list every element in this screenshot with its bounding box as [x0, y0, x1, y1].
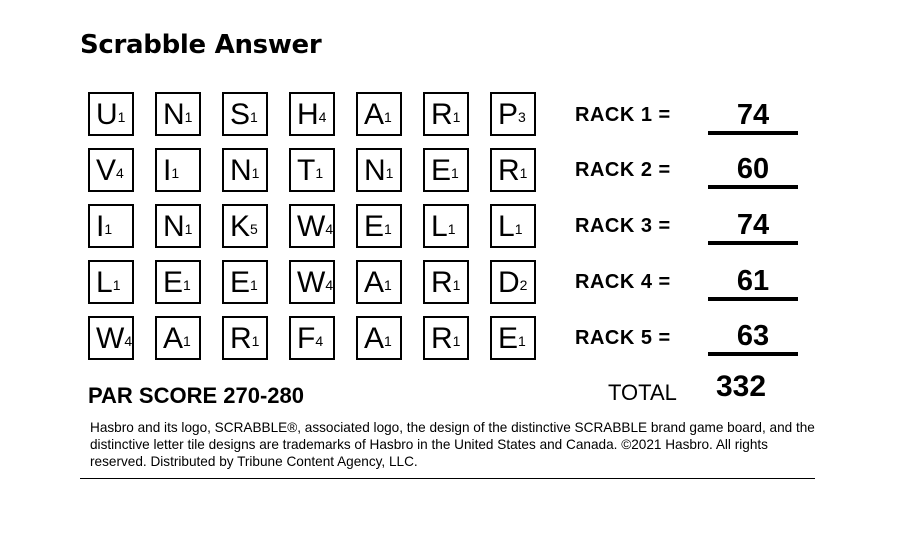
tile-points: 1 — [183, 277, 191, 293]
tile-points: 4 — [318, 109, 327, 125]
tile-letter: F — [297, 322, 316, 355]
rack-score: 60 — [708, 153, 798, 189]
tile-points: 1 — [518, 333, 526, 349]
rack-label: RACK 2 = — [575, 159, 671, 181]
tile-points: 4 — [315, 333, 324, 349]
tile-points: 1 — [183, 333, 191, 349]
rack-score: 74 — [708, 99, 798, 135]
tile-letter: W — [96, 322, 125, 355]
letter-tile — [356, 260, 402, 304]
tile-letter: R — [431, 322, 453, 355]
legal-notice: Hasbro and its logo, SCRABBLE®, associated logo, the design of the distinctive SCRABBLE brand game board, and the distinctive letter tile designs are trademarks of Hasbro in the United States and Canada. ©2021 Hasbro. All rights reserved. Distributed by Tribune Content Agency, LLC. — [90, 420, 815, 469]
tile-letter: K — [230, 210, 251, 243]
letter-tile — [423, 204, 469, 248]
tile-points: 1 — [250, 109, 258, 125]
letter-tile — [222, 204, 268, 248]
letter-tile — [490, 204, 536, 248]
tile-points: 1 — [171, 165, 180, 181]
total-value: 332 — [716, 370, 767, 403]
tile-letter: P — [498, 98, 519, 131]
tile-points: 4 — [124, 333, 133, 349]
letter-tile — [88, 260, 134, 304]
tile-points: 5 — [250, 221, 258, 237]
tile-letter: A — [364, 266, 385, 299]
letter-tile — [356, 204, 402, 248]
tile-letter: R — [431, 98, 453, 131]
tile-points: 1 — [184, 109, 193, 125]
letter-tile — [289, 260, 335, 304]
tile-points: 1 — [384, 333, 392, 349]
tile-points: 1 — [117, 109, 126, 125]
tile-letter: S — [230, 98, 251, 131]
tile-letter: N — [163, 98, 185, 131]
tile-points: 1 — [514, 221, 523, 237]
letter-tile — [289, 204, 335, 248]
tile-letter: E — [431, 154, 452, 187]
rack-score: 61 — [708, 265, 798, 301]
tile-letter: H — [297, 98, 319, 131]
letter-tile — [490, 260, 536, 304]
tile-letter: I — [96, 210, 105, 243]
tile-letter: R — [498, 154, 520, 187]
letter-tile — [155, 316, 201, 360]
letter-tile — [155, 92, 201, 136]
letter-tile — [423, 92, 469, 136]
letter-tile — [155, 148, 201, 192]
tile-letter: R — [230, 322, 252, 355]
letter-tile — [423, 316, 469, 360]
tile-letter: I — [163, 154, 172, 187]
tile-points: 1 — [385, 165, 394, 181]
puzzle-title: Scrabble Answer — [80, 30, 322, 60]
letter-tile — [155, 204, 201, 248]
tile-points: 1 — [315, 165, 324, 181]
tile-points: 1 — [452, 333, 461, 349]
letter-tile — [289, 316, 335, 360]
tile-letter: R — [431, 266, 453, 299]
tile-points: 1 — [447, 221, 456, 237]
tile-letter: E — [364, 210, 385, 243]
total-label: TOTAL — [608, 380, 677, 405]
rack-label: RACK 3 = — [575, 215, 671, 237]
tile-points: 3 — [518, 109, 526, 125]
letter-tile — [490, 92, 536, 136]
letter-tile — [356, 148, 402, 192]
tile-letter: E — [230, 266, 251, 299]
letter-tile — [423, 260, 469, 304]
divider — [80, 478, 815, 479]
par-score: PAR SCORE 270-280 — [88, 383, 305, 408]
letter-tile — [88, 204, 134, 248]
rack-label: RACK 1 = — [575, 104, 671, 126]
letter-tile — [88, 148, 134, 192]
letter-tile — [222, 316, 268, 360]
tile-letter: L — [498, 210, 515, 243]
tile-letter: E — [498, 322, 519, 355]
tile-points: 1 — [251, 333, 260, 349]
letter-tile — [155, 260, 201, 304]
tile-letter: U — [96, 98, 118, 131]
rack-label: RACK 4 = — [575, 271, 671, 293]
rack-label: RACK 5 = — [575, 327, 671, 349]
tile-letter: T — [297, 154, 316, 187]
tile-letter: V — [96, 154, 117, 187]
tile-points: 1 — [384, 221, 392, 237]
rack-score: 63 — [708, 320, 798, 356]
rack-score: 74 — [708, 209, 798, 245]
tile-letter: L — [96, 266, 113, 299]
letter-tile — [222, 260, 268, 304]
tile-points: 4 — [325, 277, 334, 293]
tile-letter: L — [431, 210, 448, 243]
tile-points: 1 — [384, 277, 392, 293]
tile-points: 1 — [184, 221, 193, 237]
letter-tile — [490, 148, 536, 192]
tile-points: 1 — [519, 165, 528, 181]
tile-letter: N — [163, 210, 185, 243]
tile-points: 1 — [112, 277, 121, 293]
tile-points: 1 — [104, 221, 113, 237]
letter-tile — [490, 316, 536, 360]
tile-points: 2 — [519, 277, 528, 293]
tile-points: 4 — [116, 165, 124, 181]
tile-letter: W — [297, 210, 326, 243]
tile-letter: A — [364, 98, 385, 131]
letter-tile — [356, 92, 402, 136]
letter-tile — [289, 148, 335, 192]
tile-letter: A — [163, 322, 184, 355]
tile-letter: D — [498, 266, 520, 299]
tile-points: 1 — [452, 277, 461, 293]
letter-tile — [88, 316, 134, 360]
tile-points: 1 — [251, 165, 260, 181]
letter-tile — [222, 92, 268, 136]
letter-tile — [289, 92, 335, 136]
tile-points: 1 — [384, 109, 392, 125]
tile-points: 1 — [452, 109, 461, 125]
tile-letter: N — [230, 154, 252, 187]
tile-points: 4 — [325, 221, 334, 237]
tile-letter: A — [364, 322, 385, 355]
letter-tile — [222, 148, 268, 192]
tile-letter: E — [163, 266, 184, 299]
tile-points: 1 — [451, 165, 459, 181]
letter-tile — [356, 316, 402, 360]
tile-letter: N — [364, 154, 386, 187]
tile-points: 1 — [250, 277, 258, 293]
tile-letter: W — [297, 266, 326, 299]
letter-tile — [88, 92, 134, 136]
letter-tile — [423, 148, 469, 192]
